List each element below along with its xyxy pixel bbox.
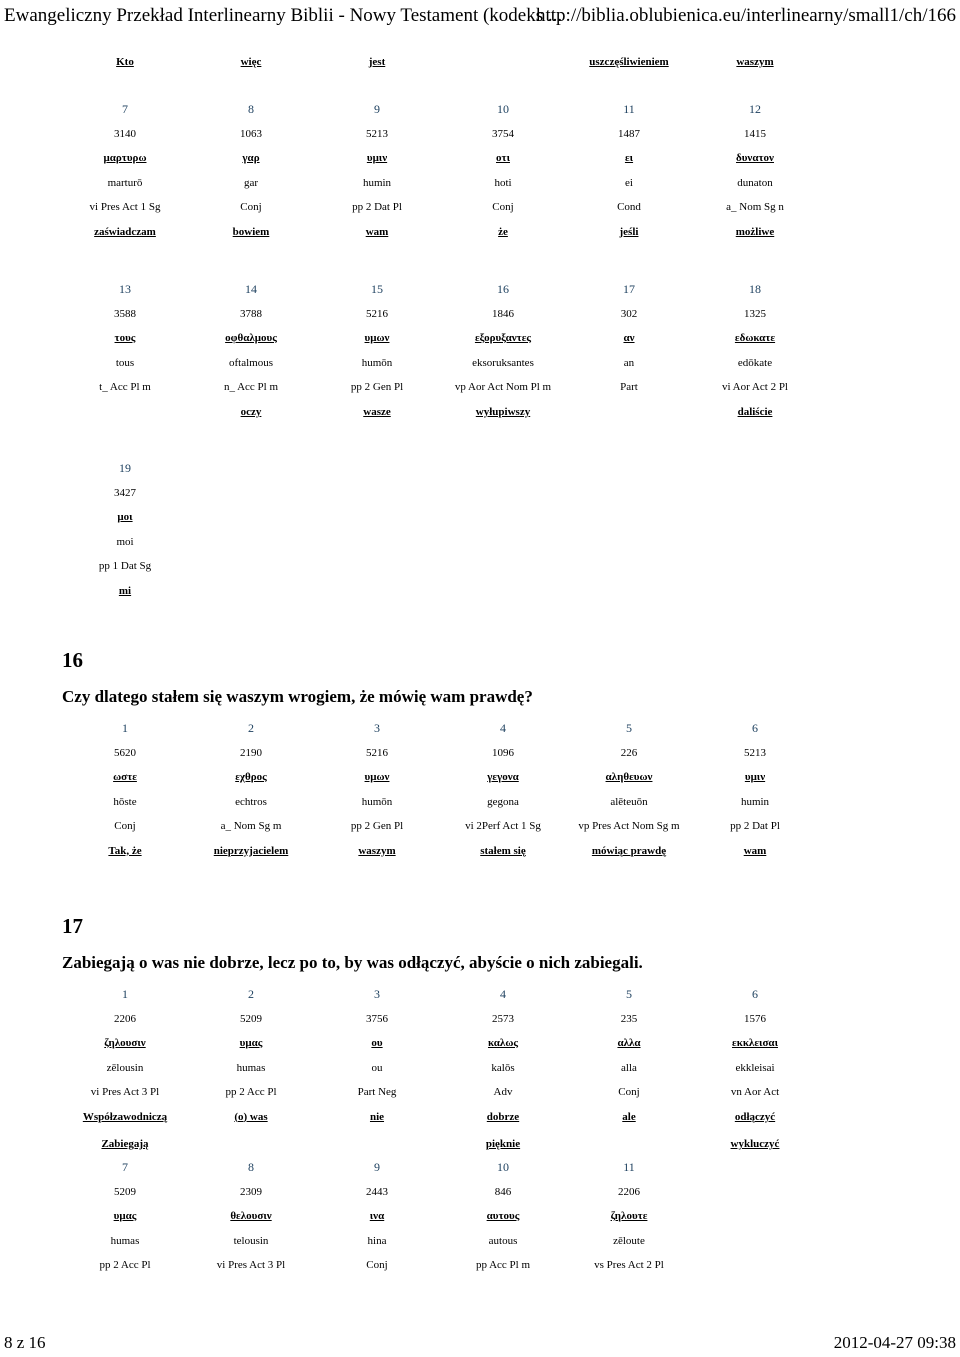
interlinear-word [314,719,440,866]
polish-translation-link[interactable]: nie [369,1110,385,1123]
transliteration: alēteuōn [610,795,648,808]
interlinear-word [188,985,314,1132]
morphology-code: a_ Nom Sg m [220,820,282,832]
print-datetime: 2012-04-27 09:38 [833,1333,956,1352]
transliteration: hina [367,1234,387,1247]
strong-number: 5209 [114,1185,136,1198]
transliteration: zēloute [613,1234,645,1247]
greek-word-link[interactable]: ζηλουσιν [104,1037,146,1049]
transliteration: ekkleisai [735,1061,775,1074]
morphology-code: Conj [240,201,262,213]
polish-translation-link[interactable]: wam [365,225,389,238]
interlinear-word [188,280,314,427]
interlinear-word [62,100,188,247]
polish-translation-link[interactable]: dobrze [486,1110,520,1123]
greek-word-link[interactable]: ωστε [113,771,137,783]
word-position: 12 [749,102,761,116]
strong-number: 2206 [618,1185,640,1198]
interlinear-word [440,1158,566,1281]
verse-15-block-1 [62,100,882,247]
page-counter: 8 z 16 [4,1333,46,1352]
strong-number: 226 [620,746,638,759]
morphology-code: vi Pres Act 3 Pl [216,1259,286,1271]
polish-translation-link[interactable]: zaświadczam [94,225,156,238]
morphology-code: vi 2Perf Act 1 Sg [465,820,541,832]
transliteration: gar [243,176,259,189]
morphology-code: Part [620,381,638,393]
page-url-link[interactable]: http://biblia.oblubienica.eu/interlinearny/small1/ch/166 [535,5,956,26]
polish-translation-link[interactable]: Kto [116,56,134,68]
polish-translation-link[interactable]: wasze [363,405,391,418]
strong-number: 5216 [366,307,388,320]
word-position: 7 [122,102,128,116]
word-position: 10 [497,102,509,116]
alternate-translation-row [62,1138,818,1150]
interlinear-word [692,719,818,866]
verse-number: 17 [62,914,83,938]
word-position: 19 [119,461,131,475]
morphology-code: Conj [114,820,136,832]
alternate-translation-link[interactable]: pięknie [485,1138,521,1150]
polish-translation-link[interactable]: że [498,225,508,238]
polish-translation-link[interactable]: bowiem [232,225,270,238]
morphology-code: vp Pres Act Nom Sg m [578,820,680,832]
interlinear-word [62,1158,188,1281]
word-position: 18 [749,282,761,296]
morphology-code: pp 2 Acc Pl [99,1259,151,1271]
interlinear-word [692,100,818,247]
polish-translation-link[interactable]: stałem się [480,844,526,857]
word-position: 9 [374,1160,380,1174]
greek-word-link[interactable]: καλως [487,1037,518,1049]
interlinear-word [566,280,692,427]
morphology-code: pp 2 Gen Pl [350,381,404,393]
greek-word-link[interactable]: υμας [113,1210,137,1222]
transliteration: humin [362,176,392,189]
morphology-code: a_ Nom Sg n [726,201,784,213]
interlinear-word [314,100,440,247]
polish-translation-link[interactable]: (o) was [234,1110,268,1123]
transliteration: zēlousin [106,1061,144,1074]
verse-number: 16 [62,648,83,672]
polish-translation-link [62,403,188,428]
greek-word-link[interactable]: μαρτυρω [103,152,147,164]
polish-translation-link[interactable]: wyłupiwszy [475,405,531,418]
word-position: 5 [626,721,632,735]
greek-word-link[interactable]: τους [114,332,136,344]
verse-15-polish-row-top [62,56,818,68]
verse-15-block-3 [62,459,882,606]
word-position: 2 [248,721,254,735]
strong-number: 846 [494,1185,512,1198]
strong-number: 235 [620,1012,638,1025]
transliteration: ei [625,176,633,189]
morphology-code: t_ Acc Pl m [99,381,151,393]
word-position: 13 [119,282,131,296]
strong-number: 5213 [366,127,388,140]
word-position: 16 [497,282,509,296]
strong-number: 1846 [492,307,514,320]
word-block [62,280,818,427]
transliteration: telousin [233,1234,269,1247]
strong-number: 5209 [240,1012,262,1025]
word-block [62,100,818,247]
interlinear-word [692,985,818,1132]
transliteration: ou [371,1061,383,1074]
word-position: 3 [374,721,380,735]
greek-word-link[interactable]: εξορυξαντες [474,332,532,344]
word-position: 14 [245,282,257,296]
strong-number: 3754 [492,127,514,140]
strong-number: 1325 [744,307,766,320]
interlinear-word [440,280,566,427]
word-position: 8 [248,1160,254,1174]
polish-translation-link[interactable]: waszym [736,56,774,68]
transliteration: hōste [113,795,137,808]
strong-number: 1096 [492,746,514,759]
word-position: 15 [371,282,383,296]
transliteration: humas [236,1061,266,1074]
polish-translation-link [566,403,692,428]
verse-16 [62,648,882,866]
greek-word-link[interactable]: γαρ [242,152,260,164]
greek-word-link[interactable]: αλλα [617,1037,641,1049]
interlinear-word [440,719,566,866]
strong-number: 1487 [618,127,640,140]
interlinear-word [566,719,692,866]
interlinear-word [692,280,818,427]
greek-word-link[interactable]: αν [623,332,635,344]
transliteration: autous [488,1234,518,1247]
word-block [62,985,818,1132]
strong-number: 2443 [366,1185,388,1198]
polish-translation-link[interactable]: nieprzyjacielem [213,844,289,857]
strong-number: 3427 [114,486,136,499]
greek-word-link[interactable]: ει [624,152,634,164]
word-position: 2 [248,987,254,1001]
verse-15-block-2 [62,280,882,427]
transliteration: oftalmous [229,356,273,369]
morphology-code: pp 1 Dat Sg [98,560,152,572]
polish-translation-link[interactable]: jeśli [619,225,639,238]
interlinear-word [188,719,314,866]
greek-word-link[interactable]: ου [371,1037,383,1049]
greek-word-link[interactable]: οφθαλμους [225,332,277,344]
transliteration: alla [621,1061,637,1074]
strong-number: 1415 [744,127,766,140]
greek-word-link[interactable]: μοι [117,511,133,523]
word-position: 4 [500,987,506,1001]
transliteration: humin [740,795,770,808]
morphology-code: vs Pres Act 2 Pl [594,1259,664,1271]
morphology-code: vn Aor Act [730,1086,780,1098]
word-position: 9 [374,102,380,116]
strong-number: 2190 [240,746,262,759]
word-block [62,719,818,866]
strong-number: 3140 [114,127,136,140]
morphology-code: pp 2 Gen Pl [350,820,404,832]
polish-translation-link[interactable]: uszczęśliwieniem [589,56,669,68]
morphology-code: pp 2 Dat Pl [352,201,402,213]
greek-word-link[interactable]: ζηλουτε [610,1210,648,1222]
greek-word-link[interactable]: γεγονα [487,771,519,783]
polish-translation-link[interactable]: możliwe [735,225,775,238]
strong-number: 5213 [744,746,766,759]
word-position: 8 [248,102,254,116]
interlinear-word [314,1158,440,1281]
polish-translation-link[interactable]: jest [368,56,386,68]
interlinear-word [440,100,566,247]
word-position: 4 [500,721,506,735]
word-position: 1 [122,987,128,1001]
greek-word-link[interactable]: υμων [364,332,390,344]
transliteration: tous [115,356,135,369]
strong-number: 1576 [744,1012,766,1025]
morphology-code: pp Acc Pl m [475,1259,531,1271]
morphology-code: pp 2 Dat Pl [730,820,780,832]
strong-number: 2573 [492,1012,514,1025]
interlinear-word [188,100,314,247]
transliteration: eksoruksantes [472,356,534,369]
greek-word-link[interactable]: εκκλεισαι [732,1037,778,1049]
morphology-code: vi Aor Act 2 Pl [721,381,788,393]
morphology-code: Part Neg [357,1086,397,1098]
transliteration: marturō [107,176,143,189]
verse-17 [62,914,882,1281]
polish-translation-link [440,56,566,68]
alternate-translation-link[interactable]: wykluczyć [730,1138,780,1150]
greek-word-link[interactable]: αυτους [486,1210,520,1222]
transliteration: humas [110,1234,140,1247]
morphology-code: n_ Acc Pl m [223,381,279,393]
alternate-translation-link [188,1138,314,1150]
transliteration: hoti [494,176,512,189]
greek-word-link[interactable]: δυνατον [736,152,774,164]
interlinear-word [62,985,188,1132]
word-position: 11 [623,1160,635,1174]
interlinear-word [440,985,566,1132]
morphology-code: vi Pres Act 3 Pl [90,1086,160,1098]
word-block [62,1158,818,1281]
word-position: 11 [623,102,635,116]
polish-translation-link[interactable]: Współzawodniczą [82,1110,168,1123]
transliteration: dunaton [737,176,773,189]
strong-number: 3588 [114,307,136,320]
interlinear-word [62,280,188,427]
document-title: Ewangeliczny Przekład Interlinearny Biblii - Nowy Testament (kodeks ... [4,5,563,26]
morphology-code: Conj [492,201,514,213]
greek-word-link[interactable]: αληθευων [605,771,653,783]
greek-word-link[interactable]: υμιν [366,152,388,164]
interlinear-word [566,1158,692,1281]
transliteration: edōkate [737,356,773,369]
word-position: 6 [752,987,758,1001]
morphology-code: Conj [618,1086,640,1098]
transliteration: an [623,356,635,369]
page-footer [4,1333,956,1355]
interlinear-word [566,100,692,247]
interlinear-word [314,985,440,1132]
polish-translation-link[interactable]: waszym [358,844,396,857]
interlinear-word [188,1158,314,1281]
morphology-code: Cond [617,201,641,213]
morphology-code: pp 2 Acc Pl [225,1086,277,1098]
strong-number: 2206 [114,1012,136,1025]
word-position: 17 [623,282,635,296]
alternate-translation-link [314,1138,440,1150]
interlinear-word [62,719,188,866]
strong-number: 2309 [240,1185,262,1198]
word-position: 3 [374,987,380,1001]
polish-translation-link[interactable]: daliście [737,405,773,418]
polish-translation-link[interactable]: Tak, że [108,844,142,857]
strong-number: 5620 [114,746,136,759]
word-position: 6 [752,721,758,735]
word-block [62,459,818,606]
morphology-code: Adv [493,1086,513,1098]
greek-word-link[interactable]: εδωκατε [734,332,776,344]
word-position: 7 [122,1160,128,1174]
transliteration: gegona [487,795,519,808]
polish-translation-link[interactable]: oczy [240,405,262,418]
strong-number: 302 [620,307,638,320]
alternate-translation-link[interactable]: Zabiegają [101,1138,149,1150]
word-position: 1 [122,721,128,735]
interlinear-word [62,459,188,606]
transliteration: echtros [235,795,267,808]
polish-translation-link[interactable]: mi [118,584,132,597]
greek-word-link[interactable]: ινα [369,1210,385,1222]
transliteration: humōn [361,356,393,369]
morphology-code: vp Aor Act Nom Pl m [454,381,552,393]
transliteration: moi [116,535,134,548]
verse-text: Czy dlatego stałem się waszym wrogiem, że mówię wam prawdę? [62,687,533,706]
transliteration: kalōs [491,1061,515,1074]
polish-translation-link[interactable]: mówiąc prawdę [591,844,667,857]
strong-number: 3756 [366,1012,388,1025]
polish-translation-link[interactable]: więc [240,56,262,68]
greek-word-link[interactable]: υμας [239,1037,263,1049]
greek-word-link[interactable]: υμιν [744,771,766,783]
greek-word-link[interactable]: οτι [496,152,510,164]
word-position: 10 [497,1160,509,1174]
morphology-code: vi Pres Act 1 Sg [89,201,161,213]
interlinear-word [314,280,440,427]
polish-translation-link[interactable]: wam [743,844,767,857]
alternate-translation-link [566,1138,692,1150]
morphology-code: Conj [366,1259,388,1271]
greek-word-link[interactable]: εχθρος [235,771,267,783]
polish-translation-link[interactable]: ale [622,1110,636,1123]
strong-number: 3788 [240,307,262,320]
greek-word-link[interactable]: θελουσιν [230,1210,272,1222]
interlinear-word [566,985,692,1132]
transliteration: humōn [361,795,393,808]
polish-translation-link[interactable]: odłączyć [734,1110,776,1123]
greek-word-link[interactable]: υμων [364,771,390,783]
strong-number: 1063 [240,127,262,140]
strong-number: 5216 [366,746,388,759]
word-position: 5 [626,987,632,1001]
verse-text: Zabiegają o was nie dobrze, lecz po to, by was odłączyć, abyście o nich zabiegali. [62,953,643,972]
